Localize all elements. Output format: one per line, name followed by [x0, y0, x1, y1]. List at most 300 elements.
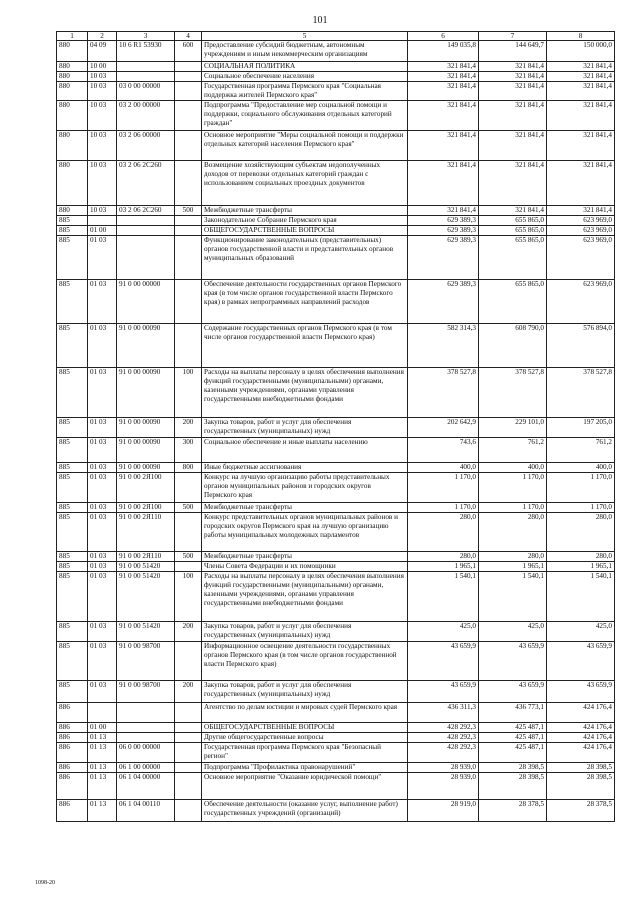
column-header: 1 — [57, 32, 88, 41]
amount-year3-cell: 280,0 — [547, 552, 615, 562]
amount-year2-cell: 655 865,0 — [479, 280, 547, 324]
amount-year2-cell: 229 101,0 — [479, 418, 547, 438]
ministry-code-cell: 885 — [57, 681, 88, 703]
section-code-cell: 01 03 — [88, 503, 117, 513]
expense-type-cell — [175, 324, 202, 368]
amount-year3-cell: 623 969,0 — [547, 280, 615, 324]
target-article-cell: 91 0 00 00090 — [117, 463, 175, 473]
column-header: 4 — [175, 32, 202, 41]
expense-type-cell: 200 — [175, 418, 202, 438]
amount-year1-cell: 321 841,4 — [408, 101, 479, 131]
item-name-cell: Агентство по делам юстиции и мировых судей Пермского края — [202, 703, 408, 723]
amount-year1-cell: 743,6 — [408, 438, 479, 463]
section-code-cell: 01 13 — [88, 763, 117, 773]
amount-year2-cell: 425,0 — [479, 622, 547, 642]
target-article-cell: 91 0 00 51420 — [117, 562, 175, 572]
table-row — [57, 438, 615, 463]
amount-year3-cell: 43 659,9 — [547, 642, 615, 681]
section-code-cell: 01 03 — [88, 438, 117, 463]
section-code-cell: 01 03 — [88, 368, 117, 418]
expense-type-cell: 200 — [175, 622, 202, 642]
amount-year2-cell: 378 527,8 — [479, 368, 547, 418]
ministry-code-cell: 886 — [57, 743, 88, 763]
ministry-code-cell: 886 — [57, 733, 88, 743]
section-code-cell: 01 03 — [88, 513, 117, 552]
expense-type-cell — [175, 82, 202, 101]
item-name-cell: Социальное обеспечение населения — [202, 72, 408, 82]
amount-year2-cell: 1 540,1 — [479, 572, 547, 622]
expense-type-cell: 500 — [175, 552, 202, 562]
amount-year3-cell: 424 176,4 — [547, 733, 615, 743]
amount-year2-cell: 608 790,0 — [479, 324, 547, 368]
section-code-cell — [88, 216, 117, 226]
item-name-cell: Закупка товаров, работ и услуг для обеспечения государственных (муниципальных) нужд — [202, 622, 408, 642]
table-row — [57, 562, 615, 572]
target-article-cell: 06 0 00 00000 — [117, 743, 175, 763]
expense-type-cell — [175, 800, 202, 822]
expense-type-cell: 600 — [175, 41, 202, 62]
amount-year1-cell: 321 841,4 — [408, 161, 479, 206]
amount-year2-cell: 1 170,0 — [479, 503, 547, 513]
section-code-cell: 01 03 — [88, 622, 117, 642]
amount-year1-cell: 321 841,4 — [408, 206, 479, 216]
amount-year3-cell: 321 841,4 — [547, 161, 615, 206]
expense-type-cell — [175, 216, 202, 226]
item-name-cell: Межбюджетные трансферты — [202, 206, 408, 216]
amount-year1-cell: 629 389,3 — [408, 280, 479, 324]
table-row — [57, 101, 615, 131]
ministry-code-cell: 885 — [57, 216, 88, 226]
table-row — [57, 681, 615, 703]
expense-type-cell — [175, 642, 202, 681]
expense-type-cell: 500 — [175, 503, 202, 513]
amount-year2-cell: 761,2 — [479, 438, 547, 463]
section-code-cell: 10 03 — [88, 161, 117, 206]
amount-year1-cell: 280,0 — [408, 552, 479, 562]
table-row — [57, 463, 615, 473]
table-row — [57, 206, 615, 216]
target-article-cell: 91 0 00 2Я110 — [117, 513, 175, 552]
ministry-code-cell: 885 — [57, 622, 88, 642]
amount-year1-cell: 1 965,1 — [408, 562, 479, 572]
table-row — [57, 418, 615, 438]
amount-year3-cell: 1 965,1 — [547, 562, 615, 572]
item-name-cell: Законодательное Собрание Пермского края — [202, 216, 408, 226]
amount-year3-cell: 1 540,1 — [547, 572, 615, 622]
ministry-code-cell: 886 — [57, 763, 88, 773]
amount-year2-cell: 436 773,1 — [479, 703, 547, 723]
item-name-cell: Межбюджетные трансферты — [202, 503, 408, 513]
amount-year2-cell: 144 649,7 — [479, 41, 547, 62]
expense-type-cell — [175, 161, 202, 206]
table-row — [57, 513, 615, 552]
amount-year3-cell: 425,0 — [547, 622, 615, 642]
amount-year1-cell: 425,0 — [408, 622, 479, 642]
amount-year3-cell: 576 894,0 — [547, 324, 615, 368]
amount-year2-cell: 425 487,1 — [479, 743, 547, 763]
amount-year2-cell: 280,0 — [479, 513, 547, 552]
target-article-cell: 91 0 00 2Я110 — [117, 552, 175, 562]
target-article-cell: 91 0 00 00090 — [117, 418, 175, 438]
section-code-cell: 01 03 — [88, 572, 117, 622]
target-article-cell: 91 0 00 00000 — [117, 280, 175, 324]
amount-year2-cell: 655 865,0 — [479, 226, 547, 236]
ministry-code-cell: 885 — [57, 473, 88, 503]
table-row — [57, 216, 615, 226]
item-name-cell: Социальное обеспечение и иные выплаты населению — [202, 438, 408, 463]
expense-type-cell — [175, 236, 202, 280]
item-name-cell: Конкурс представительных органов муниципальных районов и городских округов Пермского края на лучшую организацию работы муниципальных молодежных парламентов — [202, 513, 408, 552]
target-article-cell: 03 2 06 2С260 — [117, 161, 175, 206]
section-code-cell: 10 03 — [88, 206, 117, 216]
amount-year3-cell: 378 527,8 — [547, 368, 615, 418]
amount-year3-cell: 761,2 — [547, 438, 615, 463]
section-code-cell: 01 03 — [88, 681, 117, 703]
section-code-cell: 10 03 — [88, 101, 117, 131]
item-name-cell: Функционирование законодательных (представительных) органов государственной власти и представительных органов муниципальных образований — [202, 236, 408, 280]
amount-year3-cell: 424 176,4 — [547, 703, 615, 723]
amount-year3-cell: 424 176,4 — [547, 723, 615, 733]
column-header: 7 — [479, 32, 547, 41]
section-code-cell — [88, 703, 117, 723]
item-name-cell: Возмещение хозяйствующим субъектам недополученных доходов от перевозки отдельных категорий граждан с использованием социальных проездных документов — [202, 161, 408, 206]
ministry-code-cell: 885 — [57, 552, 88, 562]
amount-year1-cell: 378 527,8 — [408, 368, 479, 418]
table-row — [57, 131, 615, 161]
amount-year2-cell: 43 659,9 — [479, 642, 547, 681]
ministry-code-cell: 880 — [57, 72, 88, 82]
amount-year1-cell: 28 939,0 — [408, 763, 479, 773]
table-row — [57, 236, 615, 280]
target-article-cell: 91 0 00 00090 — [117, 324, 175, 368]
budget-table — [56, 31, 615, 822]
table-row — [57, 773, 615, 800]
amount-year1-cell: 629 389,3 — [408, 226, 479, 236]
amount-year3-cell: 321 841,4 — [547, 72, 615, 82]
section-code-cell: 01 03 — [88, 236, 117, 280]
target-article-cell: 91 0 00 51420 — [117, 572, 175, 622]
target-article-cell — [117, 733, 175, 743]
amount-year1-cell: 280,0 — [408, 513, 479, 552]
amount-year2-cell: 280,0 — [479, 552, 547, 562]
item-name-cell: Подпрограмма "Профилактика правонарушений" — [202, 763, 408, 773]
page-number: 101 — [312, 15, 328, 26]
amount-year3-cell: 28 378,5 — [547, 800, 615, 822]
item-name-cell: ОБЩЕГОСУДАРСТВЕННЫЕ ВОПРОСЫ — [202, 226, 408, 236]
amount-year3-cell: 1 170,0 — [547, 503, 615, 513]
section-code-cell: 04 09 — [88, 41, 117, 62]
expense-type-cell: 100 — [175, 572, 202, 622]
expense-type-cell: 500 — [175, 206, 202, 216]
table-row — [57, 703, 615, 723]
ministry-code-cell: 885 — [57, 226, 88, 236]
column-header: 3 — [117, 32, 175, 41]
expense-type-cell — [175, 473, 202, 503]
target-article-cell: 91 0 00 51420 — [117, 622, 175, 642]
amount-year1-cell: 43 659,9 — [408, 681, 479, 703]
ministry-code-cell: 885 — [57, 562, 88, 572]
target-article-cell — [117, 72, 175, 82]
amount-year3-cell: 623 969,0 — [547, 236, 615, 280]
amount-year3-cell: 28 398,5 — [547, 773, 615, 800]
section-code-cell: 01 03 — [88, 642, 117, 681]
ministry-code-cell: 885 — [57, 368, 88, 418]
ministry-code-cell: 885 — [57, 418, 88, 438]
section-code-cell: 10 00 — [88, 62, 117, 72]
expense-type-cell: 300 — [175, 438, 202, 463]
ministry-code-cell: 880 — [57, 161, 88, 206]
item-name-cell: Государственная программа Пермского края "Безопасный регион" — [202, 743, 408, 763]
amount-year1-cell: 428 292,3 — [408, 743, 479, 763]
amount-year3-cell: 28 398,5 — [547, 763, 615, 773]
item-name-cell: ОБЩЕГОСУДАРСТВЕННЫЕ ВОПРОСЫ — [202, 723, 408, 733]
ministry-code-cell: 885 — [57, 280, 88, 324]
item-name-cell: Иные бюджетные ассигнования — [202, 463, 408, 473]
expense-type-cell — [175, 723, 202, 733]
amount-year3-cell: 150 000,0 — [547, 41, 615, 62]
table-row — [57, 72, 615, 82]
table-row — [57, 572, 615, 622]
expense-type-cell — [175, 733, 202, 743]
amount-year3-cell: 623 969,0 — [547, 216, 615, 226]
section-code-cell: 01 00 — [88, 226, 117, 236]
amount-year1-cell: 28 939,0 — [408, 773, 479, 800]
section-code-cell: 01 03 — [88, 463, 117, 473]
item-name-cell: Другие общегосударственные вопросы — [202, 733, 408, 743]
amount-year3-cell: 321 841,4 — [547, 206, 615, 216]
table-row — [57, 743, 615, 763]
amount-year2-cell: 321 841,4 — [479, 206, 547, 216]
amount-year3-cell: 321 841,4 — [547, 101, 615, 131]
amount-year1-cell: 149 035,8 — [408, 41, 479, 62]
section-code-cell: 01 03 — [88, 552, 117, 562]
expense-type-cell — [175, 226, 202, 236]
ministry-code-cell: 886 — [57, 773, 88, 800]
target-article-cell: 91 0 00 98700 — [117, 681, 175, 703]
amount-year3-cell: 280,0 — [547, 513, 615, 552]
ministry-code-cell: 885 — [57, 324, 88, 368]
ministry-code-cell: 885 — [57, 463, 88, 473]
table-row — [57, 280, 615, 324]
section-code-cell: 01 13 — [88, 773, 117, 800]
amount-year3-cell: 321 841,4 — [547, 131, 615, 161]
target-article-cell — [117, 236, 175, 280]
expense-type-cell — [175, 513, 202, 552]
target-article-cell: 03 0 00 00000 — [117, 82, 175, 101]
column-header: 8 — [547, 32, 615, 41]
target-article-cell — [117, 723, 175, 733]
expense-type-cell: 100 — [175, 368, 202, 418]
target-article-cell — [117, 62, 175, 72]
amount-year3-cell: 321 841,4 — [547, 82, 615, 101]
section-code-cell: 01 13 — [88, 743, 117, 763]
item-name-cell: Члены Совета Федерации и их помощники — [202, 562, 408, 572]
item-name-cell: Государственная программа Пермского края "Социальная поддержка жителей Пермского края" — [202, 82, 408, 101]
target-article-cell — [117, 216, 175, 226]
amount-year2-cell: 425 487,1 — [479, 723, 547, 733]
item-name-cell: Закупка товаров, работ и услуг для обеспечения государственных (муниципальных) нужд — [202, 681, 408, 703]
item-name-cell: Расходы на выплаты персоналу в целях обеспечения выполнения функций государственными (муниципальными) органами, казенными учреждениями, органами управления государственными внебюджетными фондами — [202, 572, 408, 622]
table-row — [57, 552, 615, 562]
item-name-cell: СОЦИАЛЬНАЯ ПОЛИТИКА — [202, 62, 408, 72]
amount-year3-cell: 43 659,9 — [547, 681, 615, 703]
ministry-code-cell: 885 — [57, 513, 88, 552]
expense-type-cell — [175, 562, 202, 572]
target-article-cell: 91 0 00 00090 — [117, 438, 175, 463]
section-code-cell: 10 03 — [88, 131, 117, 161]
amount-year1-cell: 1 170,0 — [408, 473, 479, 503]
amount-year1-cell: 428 292,3 — [408, 723, 479, 733]
expense-type-cell — [175, 131, 202, 161]
ministry-code-cell: 880 — [57, 206, 88, 216]
ministry-code-cell: 880 — [57, 101, 88, 131]
target-article-cell: 03 2 06 00000 — [117, 131, 175, 161]
amount-year2-cell: 321 841,4 — [479, 72, 547, 82]
section-code-cell: 01 00 — [88, 723, 117, 733]
ministry-code-cell: 880 — [57, 41, 88, 62]
amount-year2-cell: 28 398,5 — [479, 763, 547, 773]
item-name-cell: Информационное освещение деятельности государственных органов Пермского края (в том числе органов государственной власти Пермского края) — [202, 642, 408, 681]
section-code-cell: 01 03 — [88, 418, 117, 438]
amount-year2-cell: 321 841,4 — [479, 62, 547, 72]
amount-year2-cell: 425 487,1 — [479, 733, 547, 743]
table-row — [57, 368, 615, 418]
amount-year2-cell: 400,0 — [479, 463, 547, 473]
amount-year2-cell: 1 170,0 — [479, 473, 547, 503]
target-article-cell: 91 0 00 00090 — [117, 368, 175, 418]
section-code-cell: 01 13 — [88, 733, 117, 743]
expense-type-cell — [175, 763, 202, 773]
amount-year3-cell: 623 969,0 — [547, 226, 615, 236]
ministry-code-cell: 885 — [57, 572, 88, 622]
expense-type-cell — [175, 101, 202, 131]
amount-year1-cell: 629 389,3 — [408, 216, 479, 226]
target-article-cell: 06 1 04 00110 — [117, 800, 175, 822]
item-name-cell: Предоставление субсидий бюджетным, автономным учреждениям и иным некоммерческим организациям — [202, 41, 408, 62]
section-code-cell: 01 03 — [88, 280, 117, 324]
amount-year3-cell: 197 205,0 — [547, 418, 615, 438]
ministry-code-cell: 886 — [57, 703, 88, 723]
table-row — [57, 763, 615, 773]
amount-year2-cell: 28 378,5 — [479, 800, 547, 822]
expense-type-cell — [175, 62, 202, 72]
table-row — [57, 733, 615, 743]
ministry-code-cell: 885 — [57, 503, 88, 513]
ministry-code-cell: 886 — [57, 800, 88, 822]
expense-type-cell: 800 — [175, 463, 202, 473]
section-code-cell: 10 03 — [88, 82, 117, 101]
column-header: 5 — [202, 32, 408, 41]
item-name-cell: Основное мероприятие "Меры социальной помощи и поддержки отдельных категорий населения Пермского края" — [202, 131, 408, 161]
amount-year1-cell: 582 314,3 — [408, 324, 479, 368]
target-article-cell — [117, 226, 175, 236]
section-code-cell: 01 03 — [88, 562, 117, 572]
amount-year1-cell: 400,0 — [408, 463, 479, 473]
amount-year1-cell: 202 642,9 — [408, 418, 479, 438]
table-row — [57, 723, 615, 733]
amount-year2-cell: 321 841,4 — [479, 82, 547, 101]
expense-type-cell — [175, 703, 202, 723]
target-article-cell: 03 2 06 2С260 — [117, 206, 175, 216]
ministry-code-cell: 885 — [57, 642, 88, 681]
item-name-cell: Конкурс на лучшую организацию работы представительных органов муниципальных районов и городских округов Пермского края — [202, 473, 408, 503]
item-name-cell: Основное мероприятие "Оказание юридической помощи" — [202, 773, 408, 800]
amount-year2-cell: 43 659,9 — [479, 681, 547, 703]
amount-year2-cell: 655 865,0 — [479, 216, 547, 226]
item-name-cell: Обеспечение деятельности (оказание услуг, выполнение работ) государственных учреждений (организаций) — [202, 800, 408, 822]
target-article-cell: 91 0 00 2Я100 — [117, 503, 175, 513]
column-header: 6 — [408, 32, 479, 41]
section-code-cell: 01 13 — [88, 800, 117, 822]
table-row — [57, 800, 615, 822]
section-code-cell: 01 03 — [88, 473, 117, 503]
amount-year1-cell: 1 170,0 — [408, 503, 479, 513]
expense-type-cell: 200 — [175, 681, 202, 703]
ministry-code-cell: 880 — [57, 131, 88, 161]
item-name-cell: Расходы на выплаты персоналу в целях обеспечения выполнения функций государственными (муниципальными) органами, казенными учреждениями, органами управления государственными внебюджетными фондами — [202, 368, 408, 418]
amount-year2-cell: 28 398,5 — [479, 773, 547, 800]
amount-year3-cell: 1 170,0 — [547, 473, 615, 503]
footer-code: 1098-20 — [35, 880, 55, 886]
table-row — [57, 503, 615, 513]
amount-year1-cell: 321 841,4 — [408, 72, 479, 82]
table-row — [57, 62, 615, 72]
section-code-cell: 01 03 — [88, 324, 117, 368]
amount-year2-cell: 655 865,0 — [479, 236, 547, 280]
expense-type-cell — [175, 72, 202, 82]
amount-year1-cell: 43 659,9 — [408, 642, 479, 681]
table-row — [57, 622, 615, 642]
amount-year1-cell: 321 841,4 — [408, 82, 479, 101]
item-name-cell: Закупка товаров, работ и услуг для обеспечения государственных (муниципальных) нужд — [202, 418, 408, 438]
target-article-cell: 10 6 R1 53930 — [117, 41, 175, 62]
amount-year2-cell: 321 841,4 — [479, 131, 547, 161]
ministry-code-cell: 885 — [57, 438, 88, 463]
amount-year2-cell: 1 965,1 — [479, 562, 547, 572]
table-row — [57, 41, 615, 62]
ministry-code-cell: 886 — [57, 723, 88, 733]
ministry-code-cell: 885 — [57, 236, 88, 280]
amount-year3-cell: 400,0 — [547, 463, 615, 473]
item-name-cell: Межбюджетные трансферты — [202, 552, 408, 562]
target-article-cell — [117, 703, 175, 723]
section-code-cell: 10 03 — [88, 72, 117, 82]
amount-year1-cell: 428 292,3 — [408, 733, 479, 743]
table-row — [57, 473, 615, 503]
ministry-code-cell: 880 — [57, 82, 88, 101]
expense-type-cell — [175, 743, 202, 763]
amount-year2-cell: 321 841,4 — [479, 101, 547, 131]
amount-year1-cell: 321 841,4 — [408, 62, 479, 72]
amount-year1-cell: 321 841,4 — [408, 131, 479, 161]
table-row — [57, 642, 615, 681]
expense-type-cell — [175, 773, 202, 800]
item-name-cell: Подпрограмма "Предоставление мер социальной помощи и поддержки, социального обслуживания отдельных категорий граждан" — [202, 101, 408, 131]
amount-year1-cell: 28 919,0 — [408, 800, 479, 822]
item-name-cell: Содержание государственных органов Пермского края (в том числе органов государственной власти Пермского края) — [202, 324, 408, 368]
amount-year3-cell: 424 176,4 — [547, 743, 615, 763]
ministry-code-cell: 880 — [57, 62, 88, 72]
table-row — [57, 82, 615, 101]
target-article-cell: 91 0 00 2Я100 — [117, 473, 175, 503]
target-article-cell: 03 2 00 00000 — [117, 101, 175, 131]
table-row — [57, 161, 615, 206]
expense-type-cell — [175, 280, 202, 324]
header-row — [57, 32, 615, 41]
table-row — [57, 324, 615, 368]
table-row — [57, 226, 615, 236]
amount-year1-cell: 629 389,3 — [408, 236, 479, 280]
